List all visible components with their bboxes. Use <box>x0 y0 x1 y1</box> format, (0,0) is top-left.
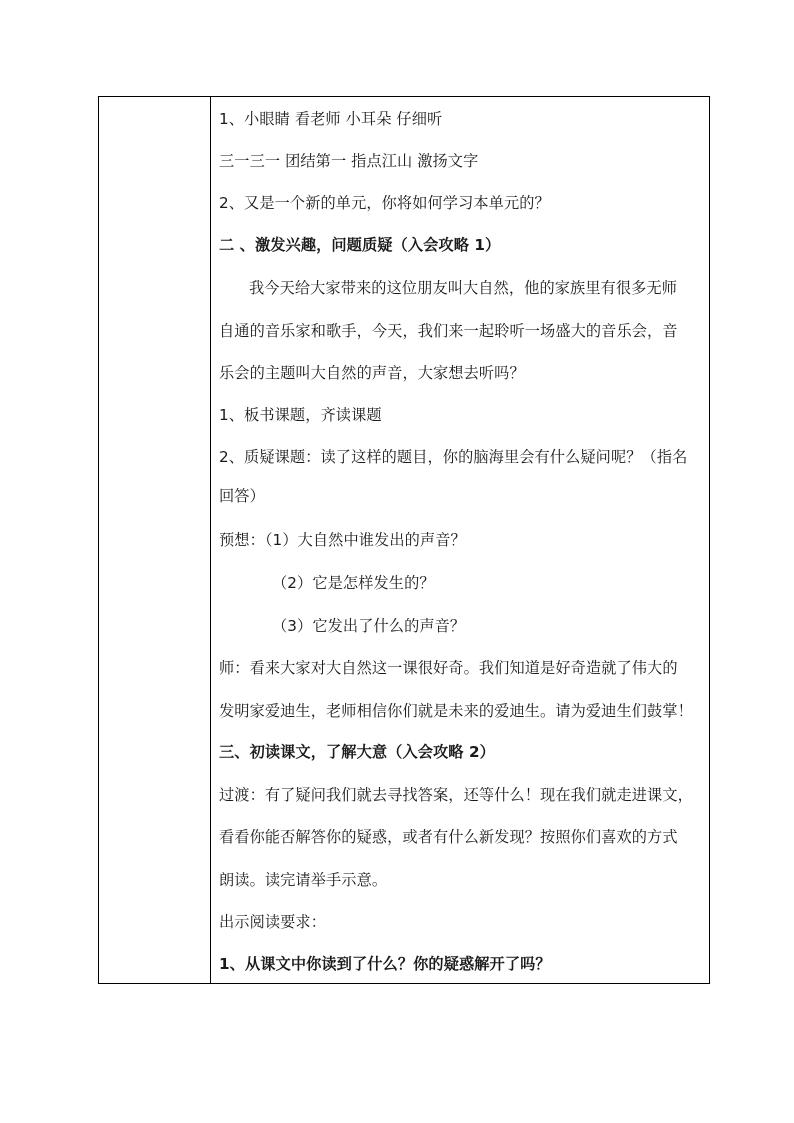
text-line-question-title-1: 2、质疑课题：读了这样的题目，你的脑海里会有什么疑问呢？（指名 <box>219 448 688 466</box>
text-line-question-title-2: 回答） <box>219 487 265 505</box>
text-line-board-title: 1、板书课题，齐读课题 <box>219 406 382 424</box>
lesson-plan-table <box>98 96 710 984</box>
reading-requirements-label: 出示阅读要求： <box>219 913 327 931</box>
text-line-listen: 1、小眼睛 看老师 小耳朵 仔细听 <box>219 110 443 128</box>
teacher-remark-line-2: 发明家爱迪生，老师相信你们就是未来的爱迪生。请为爱迪生们鼓掌！ <box>219 702 693 720</box>
paragraph-intro-line-1: 我今天给大家带来的这位朋友叫大自然，他的家族里有很多无师 <box>249 279 678 297</box>
text-line-prediction-1: 预想：（1）大自然中谁发出的声音？ <box>219 531 466 549</box>
text-line-prediction-2: （2）它是怎样发生的？ <box>272 574 435 592</box>
paragraph-intro-line-3: 乐会的主题叫大自然的声音，大家想去听吗？ <box>219 364 525 382</box>
paragraph-intro-line-2: 自通的音乐家和歌手，今天，我们来一起聆听一场盛大的音乐会，音 <box>219 322 678 340</box>
lesson-content-cell <box>211 97 709 983</box>
transition-line-3: 朗读。读完请举手示意。 <box>219 871 388 889</box>
teacher-remark-line-1: 师：看来大家对大自然这一课很好奇。我们知道是好奇造就了伟大的 <box>219 659 678 677</box>
transition-line-2: 看看你能否解答你的疑惑，或者有什么新发现？按照你们喜欢的方式 <box>219 828 678 846</box>
left-column-cell <box>99 97 211 983</box>
reading-requirement-1: 1、从课文中你读到了什么？你的疑惑解开了吗？ <box>219 955 551 973</box>
text-line-prediction-3: （3）它发出了什么的声音？ <box>272 617 466 635</box>
text-line-new-unit-question: 2、又是一个新的单元，你将如何学习本单元的？ <box>219 194 550 212</box>
transition-line-1: 过渡：有了疑问我们就去寻找答案，还等什么！现在我们就走进课文， <box>219 786 693 804</box>
text-line-slogan: 三一三一 团结第一 指点江山 激扬文字 <box>219 152 479 170</box>
section-heading-2: 二 、激发兴趣，问题质疑（入会攻略 1） <box>219 236 501 254</box>
section-heading-3: 三、初读课文，了解大意（入会攻略 2） <box>219 743 495 761</box>
